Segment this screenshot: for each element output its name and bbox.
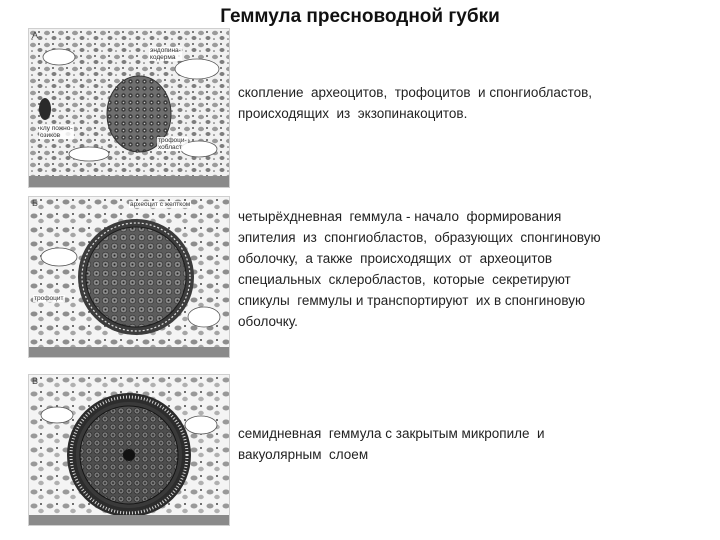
gemmule-7day-illustration (29, 375, 229, 525)
label-pore-cells: клу пожно- озиков (40, 125, 73, 139)
description-stage-b: четырёхдневная геммула - начало формирования эпителия из спонгиобластов, образующих спонгиновую оболочку, а также происходящих от археоцитов специальных склеробластов, которые секретируют спикулы геммулы и транспортируют их в спонгиновую оболочку. (238, 209, 601, 329)
panel-letter-b: Б (32, 198, 38, 208)
page-title: Геммула пресноводной губки (220, 6, 500, 27)
panel-letter-c: В (32, 376, 39, 386)
gemmule-4day-illustration (29, 197, 229, 357)
figure-panel-b (28, 196, 230, 358)
figure-panel-c (28, 374, 230, 526)
label-trophocyte: трофоцит (34, 295, 64, 302)
description-stage-a: скопление археоцитов, трофоцитов и спонгиобластов, происходящих из экзопинакоцитов. (238, 85, 593, 121)
label-trophocytes: трофоци- хобласт (158, 137, 187, 151)
figure-panel-a (28, 28, 230, 188)
panel-letter-a: А (32, 30, 39, 40)
label-archeocyte-yolk: археоцит с желтком (130, 201, 191, 208)
description-stage-c: семидневная геммула с закрытым микропиле и вакуолярным слоем (238, 426, 545, 462)
label-endopinacoderm: эндопина- кодерма (150, 47, 181, 61)
cell-cluster-illustration-a (29, 29, 229, 187)
